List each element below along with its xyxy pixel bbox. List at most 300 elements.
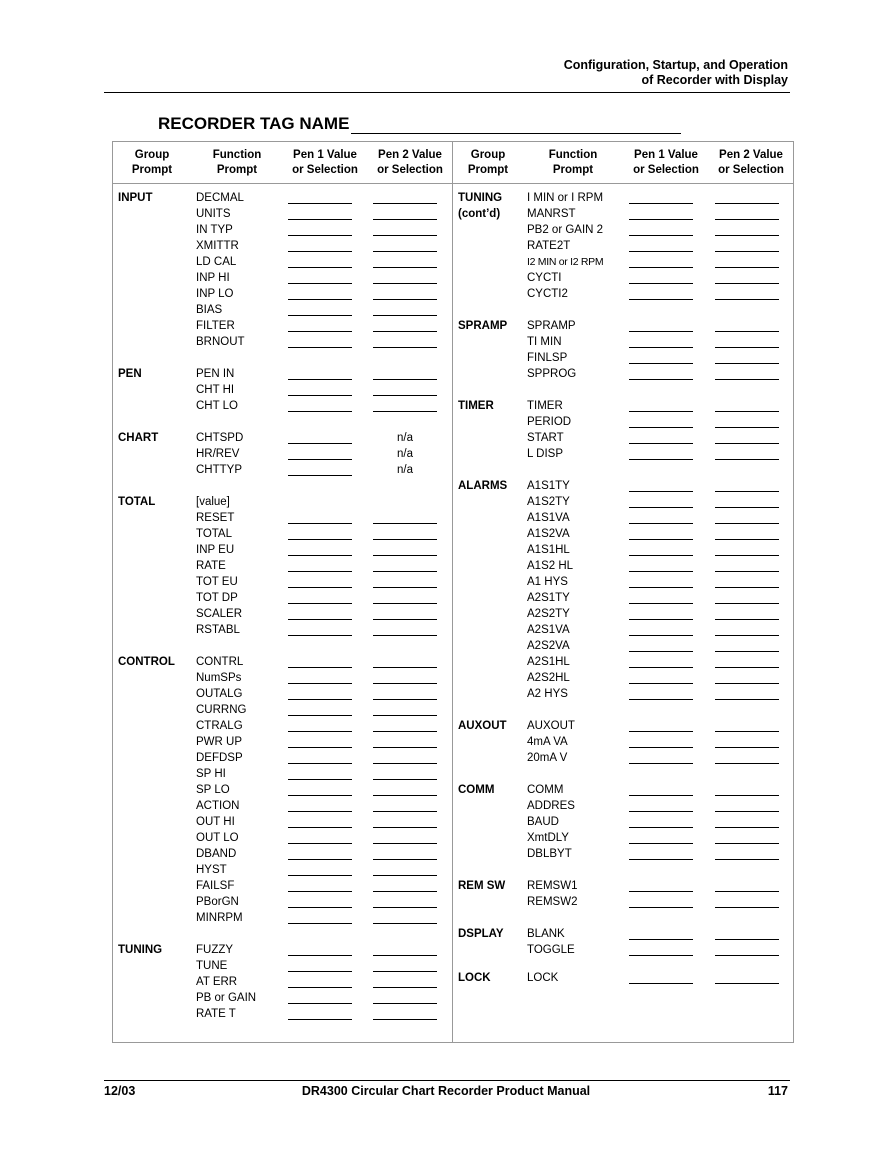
pen2-na-text: n/a (397, 432, 413, 444)
group-prompt: CHART (118, 432, 159, 444)
function-prompt: A1S1VA (527, 512, 570, 524)
pen1-value-field[interactable] (629, 603, 693, 604)
pen2-value-field[interactable] (715, 283, 779, 284)
col-header-text: Prompt (467, 164, 509, 176)
pen1-value-field[interactable] (629, 907, 693, 908)
pen1-value-field[interactable] (629, 747, 693, 748)
function-prompt: 20mA V (527, 752, 568, 764)
pen1-value-field[interactable] (629, 523, 693, 524)
function-prompt: A2 HYS (527, 688, 568, 700)
col-header-text: or Selection (633, 164, 699, 176)
pen1-value-field[interactable] (288, 203, 352, 204)
function-prompt: A1S1HL (527, 544, 570, 556)
footer-page-number: 117 (767, 1084, 788, 1098)
pen1-value-field[interactable] (629, 939, 693, 940)
pen2-value-field[interactable] (373, 251, 437, 252)
function-prompt: RESET (196, 512, 235, 524)
pen1-value-field[interactable] (288, 667, 352, 668)
pen1-value-field[interactable] (629, 459, 693, 460)
pen2-value-field[interactable] (373, 763, 437, 764)
pen2-value-field[interactable] (373, 203, 437, 204)
pen2-value-field[interactable] (373, 891, 437, 892)
pen1-value-field[interactable] (629, 795, 693, 796)
pen2-value-field[interactable] (373, 571, 437, 572)
pen1-value-field[interactable] (288, 347, 352, 348)
function-prompt: REMSW2 (527, 896, 578, 908)
pen1-value-field[interactable] (629, 331, 693, 332)
function-prompt: PB2 or GAIN 2 (527, 224, 604, 236)
pen1-value-field[interactable] (629, 667, 693, 668)
pen1-value-field[interactable] (288, 827, 352, 828)
function-prompt: TUNE (196, 960, 228, 972)
function-prompt: TI MIN (527, 336, 562, 348)
function-prompt: CURRNG (196, 704, 247, 716)
function-prompt: ACTION (196, 800, 240, 812)
function-prompt: CHT HI (196, 384, 235, 396)
pen1-value-field[interactable] (288, 555, 352, 556)
pen2-value-field[interactable] (373, 779, 437, 780)
col-header-group-right (453, 148, 523, 178)
function-prompt: PERIOD (527, 416, 572, 428)
pen1-value-field[interactable] (629, 859, 693, 860)
pen2-value-field[interactable] (715, 267, 779, 268)
pen1-value-field[interactable] (629, 843, 693, 844)
pen2-value-field[interactable] (715, 427, 779, 428)
function-prompt: XmtDLY (527, 832, 569, 844)
pen2-value-field[interactable] (715, 747, 779, 748)
col-header-text: Group (134, 149, 170, 161)
pen1-value-field[interactable] (629, 491, 693, 492)
pen2-value-field[interactable] (715, 683, 779, 684)
pen1-value-field[interactable] (288, 235, 352, 236)
pen1-value-field[interactable] (629, 571, 693, 572)
pen2-value-field[interactable] (715, 955, 779, 956)
function-prompt: FAILSF (196, 880, 235, 892)
pen2-value-field[interactable] (373, 523, 437, 524)
pen1-value-field[interactable] (629, 827, 693, 828)
pen1-value-field[interactable] (629, 683, 693, 684)
pen2-value-field[interactable] (373, 859, 437, 860)
pen2-value-field[interactable] (373, 635, 437, 636)
pen2-value-field[interactable] (715, 795, 779, 796)
pen1-value-field[interactable] (288, 459, 352, 460)
pen2-value-field[interactable] (715, 299, 779, 300)
pen1-value-field[interactable] (288, 251, 352, 252)
function-prompt: HR/REV (196, 448, 240, 460)
col-header-text: Pen 2 Value (719, 149, 783, 161)
pen1-value-field[interactable] (288, 267, 352, 268)
function-prompt: A1S2VA (527, 528, 570, 540)
pen2-value-field[interactable] (373, 955, 437, 956)
pen1-value-field[interactable] (629, 587, 693, 588)
pen2-value-field[interactable] (373, 795, 437, 796)
function-prompt: UNITS (196, 208, 231, 220)
function-prompt: TOT DP (196, 592, 238, 604)
pen1-value-field[interactable] (288, 395, 352, 396)
pen1-value-field[interactable] (629, 283, 693, 284)
pen1-value-field[interactable] (288, 987, 352, 988)
function-prompt: I MIN or I RPM (527, 192, 604, 204)
pen2-value-field[interactable] (715, 555, 779, 556)
pen1-value-field[interactable] (288, 283, 352, 284)
pen2-value-field[interactable] (715, 731, 779, 732)
pen1-value-field[interactable] (288, 923, 352, 924)
pen1-value-field[interactable] (288, 859, 352, 860)
function-prompt: PBorGN (196, 896, 239, 908)
pen1-value-field[interactable] (629, 203, 693, 204)
function-prompt: A1S2 HL (527, 560, 574, 572)
pen2-value-field[interactable] (373, 1003, 437, 1004)
pen1-value-field[interactable] (629, 427, 693, 428)
pen2-value-field[interactable] (373, 875, 437, 876)
pen1-value-field[interactable] (288, 603, 352, 604)
col-header-text: Prompt (216, 164, 258, 176)
pen1-value-field[interactable] (288, 523, 352, 524)
pen2-value-field[interactable] (373, 347, 437, 348)
function-prompt: 4mA VA (527, 736, 568, 748)
function-prompt: BIAS (196, 304, 223, 316)
pen2-value-field[interactable] (373, 683, 437, 684)
col-header-text: Pen 1 Value (293, 149, 357, 161)
pen1-value-field[interactable] (288, 875, 352, 876)
function-prompt: INP EU (196, 544, 235, 556)
pen1-value-field[interactable] (629, 363, 693, 364)
footer-date: 12/03 (104, 1084, 136, 1098)
group-prompt: TUNING (458, 192, 503, 204)
pen1-value-field[interactable] (629, 731, 693, 732)
pen2-value-field[interactable] (715, 219, 779, 220)
function-prompt: CYCTI2 (527, 288, 568, 300)
pen1-value-field[interactable] (288, 443, 352, 444)
pen2-value-field[interactable] (373, 971, 437, 972)
pen2-value-field[interactable] (715, 827, 779, 828)
footer-rule (104, 1080, 790, 1081)
function-prompt: CHTTYP (196, 464, 242, 476)
function-prompt: SP HI (196, 768, 226, 780)
pen2-value-field[interactable] (373, 699, 437, 700)
col-header-pen2-left (368, 148, 452, 178)
tag-name-field[interactable] (351, 119, 681, 134)
function-prompt: DECMAL (196, 192, 244, 204)
function-prompt: A1 HYS (527, 576, 568, 588)
pen1-value-field[interactable] (288, 635, 352, 636)
pen1-value-field[interactable] (629, 555, 693, 556)
pen1-value-field[interactable] (629, 507, 693, 508)
col-header-function-left (197, 148, 277, 178)
pen2-value-field[interactable] (373, 411, 437, 412)
pen2-value-field[interactable] (715, 939, 779, 940)
function-prompt: CHT LO (196, 400, 238, 412)
pen2-value-field[interactable] (715, 331, 779, 332)
pen2-value-field[interactable] (373, 667, 437, 668)
col-header-function-right (533, 148, 613, 178)
pen1-value-field[interactable] (288, 315, 352, 316)
function-prompt: FILTER (196, 320, 235, 332)
pen2-value-field[interactable] (373, 923, 437, 924)
function-prompt: IN TYP (196, 224, 233, 236)
pen2-value-field[interactable] (715, 539, 779, 540)
pen1-value-field[interactable] (288, 971, 352, 972)
pen2-value-field[interactable] (373, 715, 437, 716)
pen2-value-field[interactable] (715, 347, 779, 348)
pen1-value-field[interactable] (288, 619, 352, 620)
group-prompt: AUXOUT (458, 720, 507, 732)
pen2-value-field[interactable] (715, 443, 779, 444)
function-prompt: CTRALG (196, 720, 243, 732)
pen2-value-field[interactable] (373, 315, 437, 316)
function-prompt: RATE2T (527, 240, 571, 252)
pen2-value-field[interactable] (373, 827, 437, 828)
pen1-value-field[interactable] (288, 779, 352, 780)
pen1-value-field[interactable] (629, 379, 693, 380)
function-prompt: TOTAL (196, 528, 232, 540)
pen2-value-field[interactable] (715, 459, 779, 460)
function-prompt: A2S1TY (527, 592, 570, 604)
pen1-value-field[interactable] (629, 539, 693, 540)
function-prompt: SPRAMP (527, 320, 576, 332)
pen2-value-field[interactable] (373, 811, 437, 812)
pen2-value-field[interactable] (715, 843, 779, 844)
pen2-value-field[interactable] (373, 555, 437, 556)
pen1-value-field[interactable] (288, 331, 352, 332)
group-prompt: CONTROL (118, 656, 175, 668)
function-prompt: INP LO (196, 288, 234, 300)
col-header-text: Group (470, 149, 506, 161)
function-prompt: A1S2TY (527, 496, 570, 508)
pen2-value-field[interactable] (715, 699, 779, 700)
function-prompt: AT ERR (196, 976, 238, 988)
pen1-value-field[interactable] (288, 1003, 352, 1004)
pen2-value-field[interactable] (373, 587, 437, 588)
group-prompt: LOCK (458, 972, 491, 984)
pen2-value-field[interactable] (715, 571, 779, 572)
pen1-value-field[interactable] (288, 411, 352, 412)
pen2-value-field[interactable] (715, 363, 779, 364)
pen2-value-field[interactable] (373, 843, 437, 844)
pen1-value-field[interactable] (629, 635, 693, 636)
function-prompt: TIMER (527, 400, 563, 412)
function-prompt: TOT EU (196, 576, 238, 588)
pen1-value-field[interactable] (288, 907, 352, 908)
pen2-value-field[interactable] (373, 1019, 437, 1020)
group-prompt: TIMER (458, 400, 494, 412)
function-prompt: RSTABL (196, 624, 240, 636)
col-header-text: Prompt (552, 164, 594, 176)
pen2-value-field[interactable] (373, 267, 437, 268)
function-prompt: A2S2HL (527, 672, 570, 684)
function-prompt: DEFDSP (196, 752, 243, 764)
pen2-value-field[interactable] (715, 587, 779, 588)
function-prompt: FINLSP (527, 352, 568, 364)
pen1-value-field[interactable] (629, 235, 693, 236)
header-line-2: of Recorder with Display (641, 73, 788, 87)
function-prompt: OUTALG (196, 688, 243, 700)
recorder-tag-name (158, 114, 681, 134)
pen2-value-field[interactable] (715, 507, 779, 508)
pen1-value-field[interactable] (629, 267, 693, 268)
col-header-pen1-right (624, 148, 708, 178)
table-center-divider (452, 141, 453, 1043)
function-prompt: LD CAL (196, 256, 237, 268)
function-prompt: RATE (196, 560, 226, 572)
col-header-text: Function (548, 149, 598, 161)
function-prompt: INP HI (196, 272, 230, 284)
function-prompt: XMITTR (196, 240, 239, 252)
pen2-value-field[interactable] (715, 667, 779, 668)
function-prompt: ADDRES (527, 800, 575, 812)
pen1-value-field[interactable] (288, 843, 352, 844)
pen2-value-field[interactable] (715, 491, 779, 492)
function-prompt: CHTSPD (196, 432, 244, 444)
pen1-value-field[interactable] (288, 955, 352, 956)
pen2-value-field[interactable] (715, 619, 779, 620)
pen2-value-field[interactable] (373, 539, 437, 540)
pen1-value-field[interactable] (629, 219, 693, 220)
pen1-value-field[interactable] (629, 983, 693, 984)
pen2-value-field[interactable] (715, 763, 779, 764)
function-prompt: CONTRL (196, 656, 244, 668)
pen2-value-field[interactable] (373, 747, 437, 748)
group-prompt: INPUT (118, 192, 153, 204)
pen2-value-field[interactable] (373, 603, 437, 604)
function-prompt: RATE T (196, 1008, 236, 1020)
footer-title: DR4300 Circular Chart Recorder Product Manual (301, 1084, 591, 1098)
col-header-group-left (117, 148, 187, 178)
function-prompt: MANRST (527, 208, 576, 220)
table-header-rule (112, 183, 794, 184)
group-prompt: REM SW (458, 880, 506, 892)
function-prompt: START (527, 432, 564, 444)
col-header-text: Prompt (131, 164, 173, 176)
group-prompt: ALARMS (458, 480, 508, 492)
tag-name-label: RECORDER TAG NAME (158, 114, 350, 133)
pen2-value-field[interactable] (715, 411, 779, 412)
pen2-value-field[interactable] (715, 983, 779, 984)
function-prompt: AUXOUT (527, 720, 575, 732)
col-header-text: or Selection (377, 164, 443, 176)
pen1-value-field[interactable] (629, 651, 693, 652)
group-prompt: (cont’d) (458, 208, 501, 220)
pen2-value-field[interactable] (373, 395, 437, 396)
function-prompt: DBAND (196, 848, 237, 860)
function-prompt: CYCTI (527, 272, 562, 284)
function-prompt: SPPROG (527, 368, 577, 380)
col-header-text: or Selection (718, 164, 784, 176)
pen1-value-field[interactable] (288, 219, 352, 220)
group-prompt: TUNING (118, 944, 163, 956)
pen2-value-field[interactable] (373, 619, 437, 620)
pen1-value-field[interactable] (629, 299, 693, 300)
pen2-value-field[interactable] (373, 299, 437, 300)
pen2-value-field[interactable] (715, 907, 779, 908)
pen1-value-field[interactable] (288, 715, 352, 716)
pen2-value-field[interactable] (715, 203, 779, 204)
pen2-value-field[interactable] (373, 907, 437, 908)
pen2-value-field[interactable] (715, 251, 779, 252)
pen1-value-field[interactable] (288, 699, 352, 700)
pen2-value-field[interactable] (715, 235, 779, 236)
pen2-value-field[interactable] (715, 811, 779, 812)
pen1-value-field[interactable] (288, 1019, 352, 1020)
pen2-value-field[interactable] (715, 603, 779, 604)
pen1-value-field[interactable] (288, 683, 352, 684)
function-prompt: MINRPM (196, 912, 243, 924)
function-prompt: A2S1HL (527, 656, 570, 668)
pen1-value-field[interactable] (629, 619, 693, 620)
function-prompt: OUT HI (196, 816, 235, 828)
function-prompt: DBLBYT (527, 848, 572, 860)
function-prompt: PEN IN (196, 368, 235, 380)
pen2-value-field[interactable] (715, 635, 779, 636)
function-prompt: PWR UP (196, 736, 242, 748)
col-header-pen2-right (709, 148, 793, 178)
pen2-value-field[interactable] (373, 235, 437, 236)
pen2-value-field[interactable] (373, 219, 437, 220)
group-prompt: SPRAMP (458, 320, 508, 332)
function-prompt: I2 MIN or I2 RPM (527, 256, 604, 268)
pen1-value-field[interactable] (288, 747, 352, 748)
pen1-value-field[interactable] (288, 587, 352, 588)
pen1-value-field[interactable] (629, 699, 693, 700)
function-prompt: TOGGLE (527, 944, 575, 956)
pen1-value-field[interactable] (288, 299, 352, 300)
function-prompt: REMSW1 (527, 880, 578, 892)
col-header-pen1-left (283, 148, 367, 178)
pen2-value-field[interactable] (373, 283, 437, 284)
function-prompt: L DISP (527, 448, 564, 460)
pen2-value-field[interactable] (373, 379, 437, 380)
pen2-value-field[interactable] (373, 331, 437, 332)
group-prompt: COMM (458, 784, 495, 796)
pen2-value-field[interactable] (715, 523, 779, 524)
function-prompt: SCALER (196, 608, 243, 620)
pen1-value-field[interactable] (629, 763, 693, 764)
pen1-value-field[interactable] (629, 443, 693, 444)
function-prompt: A2S1VA (527, 624, 570, 636)
pen1-value-field[interactable] (629, 347, 693, 348)
pen2-value-field[interactable] (715, 651, 779, 652)
pen1-value-field[interactable] (629, 811, 693, 812)
col-header-text: Function (212, 149, 262, 161)
pen1-value-field[interactable] (288, 731, 352, 732)
pen2-value-field[interactable] (715, 891, 779, 892)
header-rule (104, 92, 790, 93)
pen1-value-field[interactable] (629, 411, 693, 412)
pen1-value-field[interactable] (288, 891, 352, 892)
group-prompt: TOTAL (118, 496, 156, 508)
function-prompt: A1S1TY (527, 480, 570, 492)
pen1-value-field[interactable] (629, 251, 693, 252)
col-header-text: or Selection (292, 164, 358, 176)
pen2-value-field[interactable] (373, 731, 437, 732)
pen1-value-field[interactable] (288, 475, 352, 476)
pen1-value-field[interactable] (288, 795, 352, 796)
pen1-value-field[interactable] (288, 763, 352, 764)
pen2-value-field[interactable] (373, 987, 437, 988)
function-prompt: PB or GAIN (196, 992, 257, 1004)
pen1-value-field[interactable] (288, 539, 352, 540)
pen1-value-field[interactable] (629, 891, 693, 892)
function-prompt: FUZZY (196, 944, 234, 956)
pen1-value-field[interactable] (288, 571, 352, 572)
pen1-value-field[interactable] (288, 811, 352, 812)
pen1-value-field[interactable] (629, 955, 693, 956)
pen2-value-field[interactable] (715, 379, 779, 380)
function-prompt: OUT LO (196, 832, 239, 844)
pen2-value-field[interactable] (715, 859, 779, 860)
function-prompt: LOCK (527, 972, 559, 984)
pen1-value-field[interactable] (288, 379, 352, 380)
